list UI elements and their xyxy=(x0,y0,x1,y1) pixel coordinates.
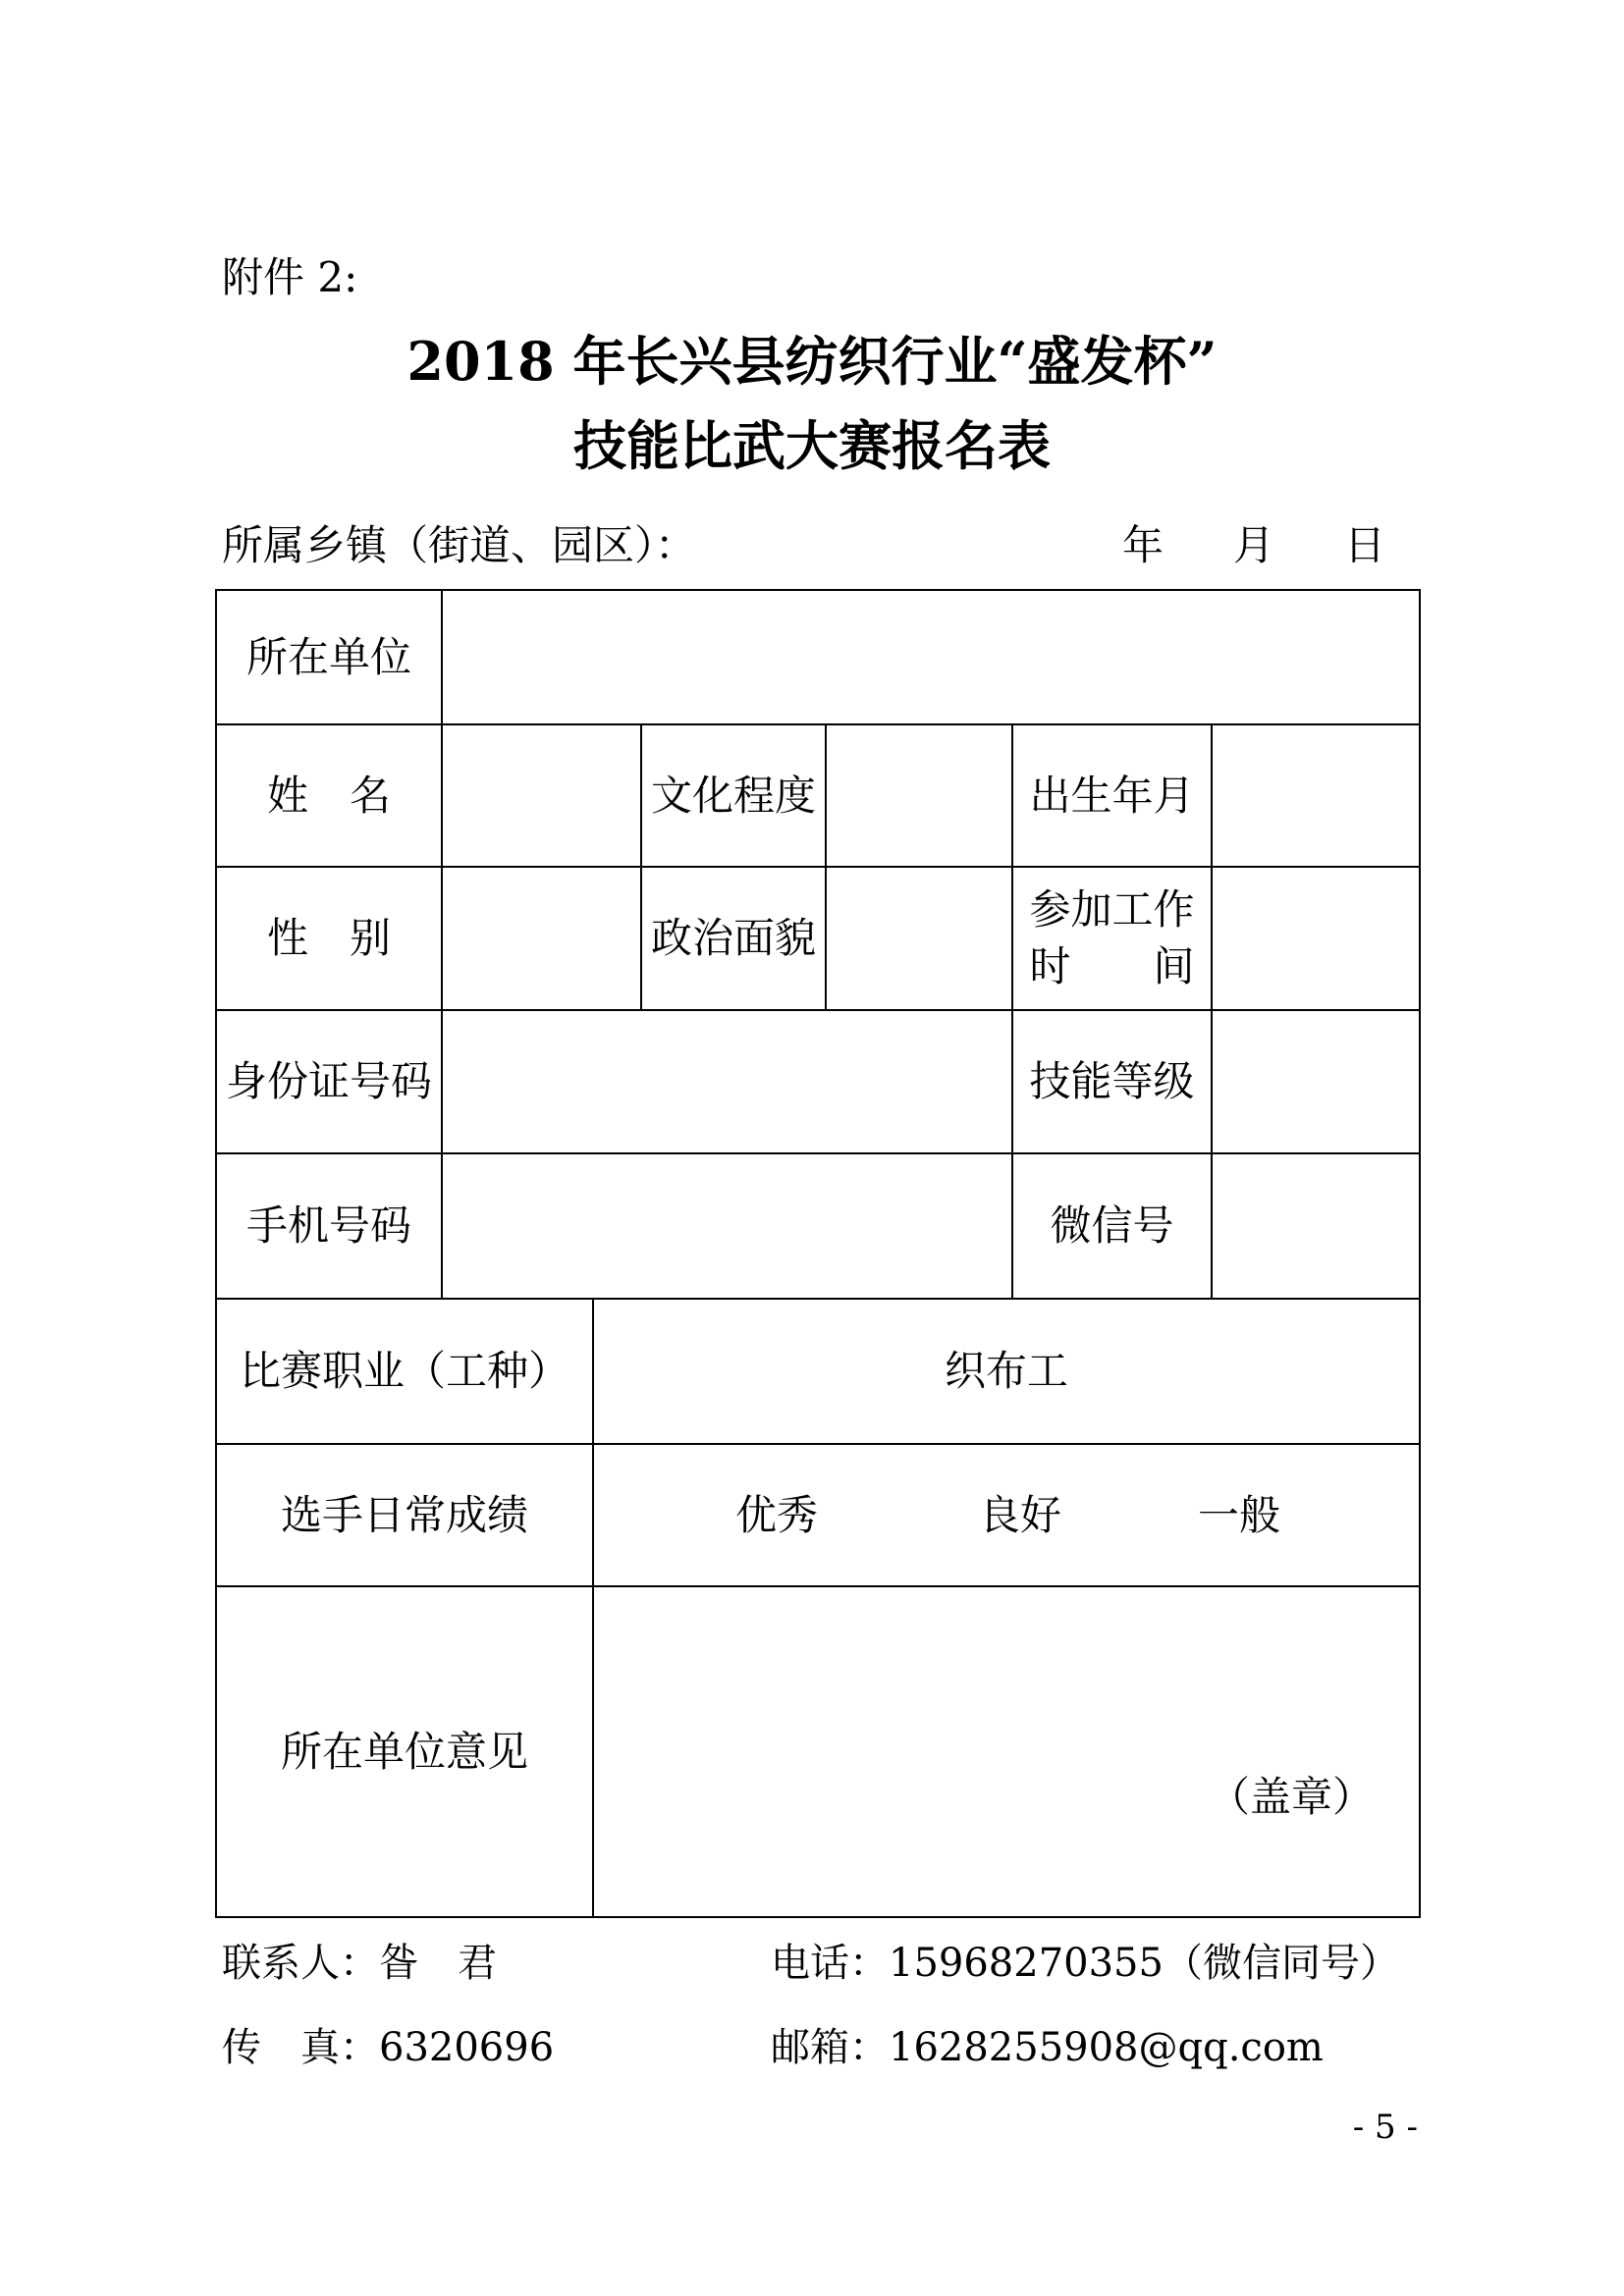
birth-label: 出生年月 xyxy=(1013,725,1213,868)
contact-email: 邮箱：1628255908@qq.com xyxy=(771,2025,1324,2070)
attachment-label: 附件 2: xyxy=(222,253,358,301)
unit-value-field xyxy=(443,591,1421,725)
birth-value-field xyxy=(1213,725,1421,868)
political-status-value-field xyxy=(827,868,1013,1011)
education-label: 文化程度 xyxy=(642,725,827,868)
performance-options xyxy=(594,1445,1421,1587)
date-month-label: 月 xyxy=(1233,521,1275,569)
skill-level-value-field xyxy=(1213,1011,1421,1154)
occupation-label: 比赛职业（工种） xyxy=(217,1300,594,1445)
title-line-2: 技能比武大赛报名表 xyxy=(573,414,1051,477)
work-start-label-line-1: 参加工作 xyxy=(1029,885,1195,934)
work-start-value-field xyxy=(1213,868,1421,1011)
performance-label: 选手日常成绩 xyxy=(217,1445,594,1587)
contact-person: 联系人：昝 君 xyxy=(222,1941,497,1986)
political-status-label: 政治面貌 xyxy=(642,868,827,1011)
work-start-label-line-2: 时 间 xyxy=(1029,942,1195,990)
seal-note: （盖章） xyxy=(1208,1773,1374,1821)
gender-value-field xyxy=(443,868,642,1011)
date-day-label: 日 xyxy=(1344,521,1386,569)
name-value-field xyxy=(443,725,642,868)
date-year-label: 年 xyxy=(1122,521,1164,569)
performance-option-good: 良好 xyxy=(978,1491,1061,1539)
wechat-label: 微信号 xyxy=(1013,1154,1213,1300)
work-start-label xyxy=(1013,868,1213,1011)
id-number-label: 身份证号码 xyxy=(217,1011,443,1154)
name-label: 姓 名 xyxy=(217,725,443,868)
mobile-value-field xyxy=(443,1154,1013,1300)
township-label: 所属乡镇（街道、园区）： xyxy=(222,521,697,569)
unit-label: 所在单位 xyxy=(217,591,443,725)
wechat-value-field xyxy=(1213,1154,1421,1300)
skill-level-label: 技能等级 xyxy=(1013,1011,1213,1154)
title-line-1: 2018 年长兴县纺织行业“盛发杯” xyxy=(406,330,1218,393)
unit-opinion-field xyxy=(594,1587,1421,1918)
registration-form-table xyxy=(215,589,1421,1918)
gender-label: 性 别 xyxy=(217,868,443,1011)
contact-phone: 电话：15968270355（微信同号） xyxy=(771,1941,1399,1986)
occupation-value: 织布工 xyxy=(594,1300,1421,1445)
performance-option-average: 一般 xyxy=(1197,1491,1280,1539)
unit-opinion-label: 所在单位意见 xyxy=(217,1587,594,1918)
mobile-label: 手机号码 xyxy=(217,1154,443,1300)
page-number: - 5 - xyxy=(1352,2108,1418,2147)
performance-option-excellent: 优秀 xyxy=(734,1491,818,1539)
contact-fax: 传 真：6320696 xyxy=(222,2025,555,2070)
education-value-field xyxy=(827,725,1013,868)
id-number-value-field xyxy=(443,1011,1013,1154)
